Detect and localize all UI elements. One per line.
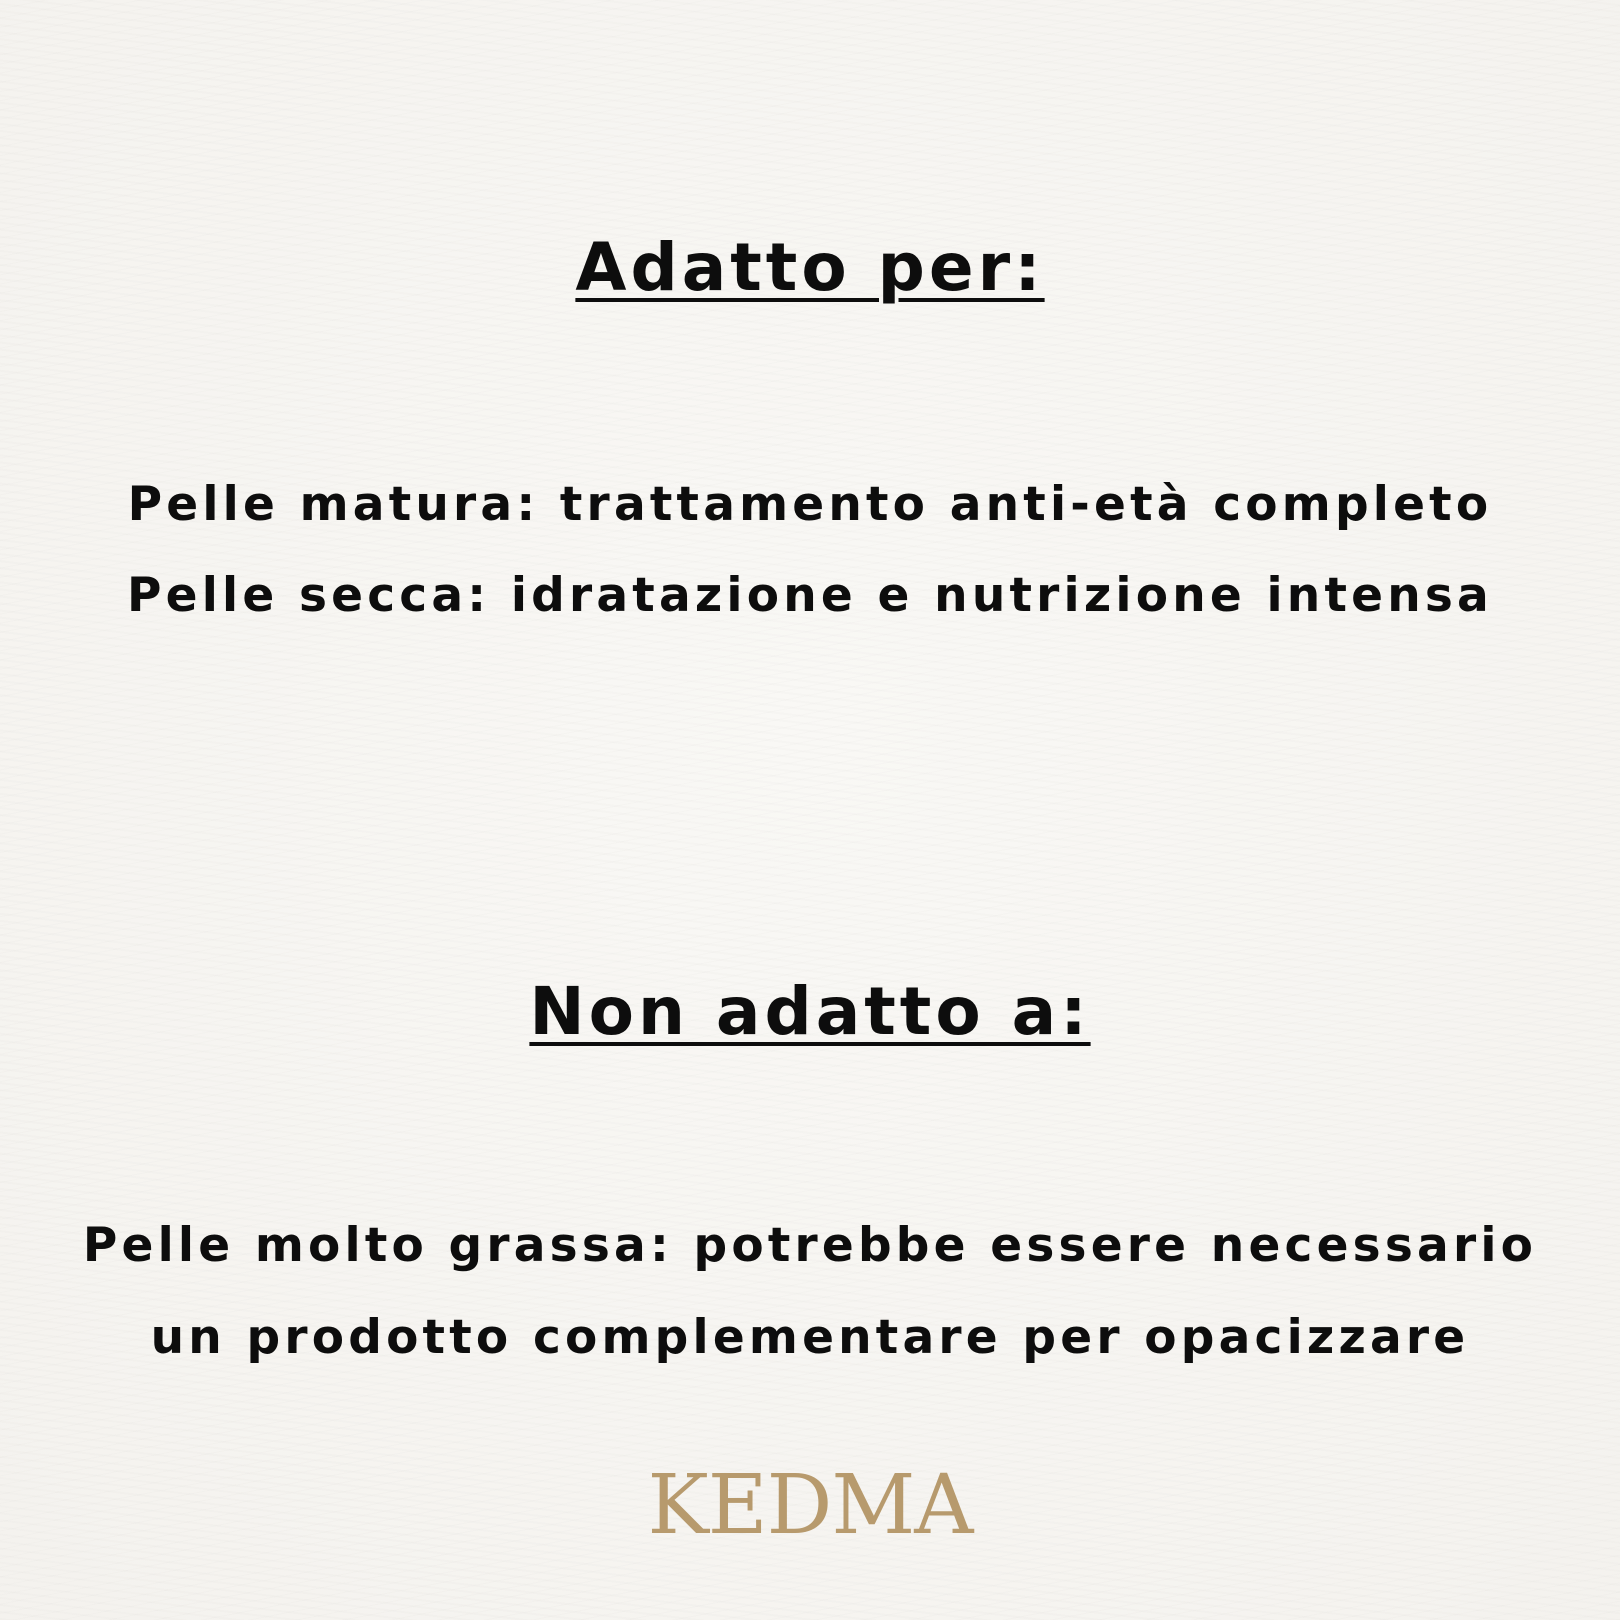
suitable-item-dry-skin: Pelle secca: idratazione e nutrizione intensa (127, 568, 1493, 623)
suitable-heading (0, 228, 1620, 308)
not-suitable-line-1: Pelle molto grassa: potrebbe essere necessario (82, 1218, 1538, 1273)
suitable-heading-text: Adatto per: (575, 229, 1045, 306)
not-suitable-heading-text: Non adatto a: (529, 973, 1091, 1050)
kedma-logo: KEDMA (647, 1458, 973, 1553)
not-suitable-line-2: un prodotto complementare per opacizzare (150, 1310, 1470, 1365)
suitable-item-mature-skin: Pelle matura: trattamento anti-età completo (127, 477, 1493, 532)
not-suitable-heading (0, 972, 1620, 1052)
